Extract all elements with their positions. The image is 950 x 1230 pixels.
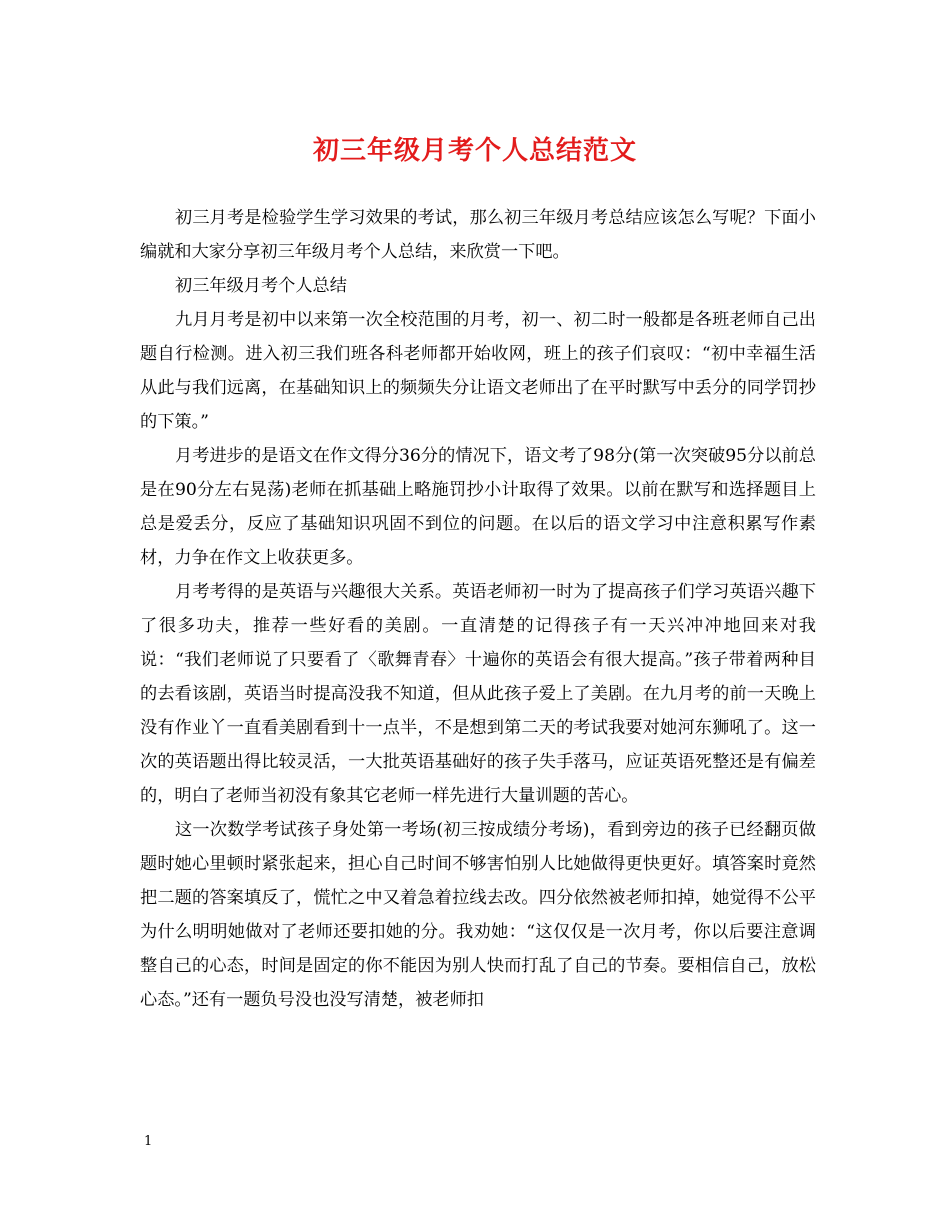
paragraph-intro: 初三月考是检验学生学习效果的考试，那么初三年级月考总结应该怎么写呢？下面小编就和大家分享初三年级月考个人总结，来欣赏一下吧。 bbox=[140, 208, 816, 262]
paragraph-math: 这一次数学考试孩子身处第一考场(初三按成绩分考场)，看到旁边的孩子已经翻页做题时她心里顿时紧张起来，担心自己时间不够害怕别人比她做得更快更好。填答案时竟然把二题的答案填反了，慌忙之中又着急着拉线去改。四分依然被老师扣掉，她觉得不公平为什么明明她做对了老师还要扣她的分。我劝她：“这仅仅是一次月考，你以后要注意调整自己的心态，时间是固定的你不能因为别人快而打乱了自己的节奏。要相信自己，放松心态。”还有一题负号没也没写清楚，被老师扣 bbox=[140, 820, 816, 1010]
paragraph-english: 月考考得的是英语与兴趣很大关系。英语老师初一时为了提高孩子们学习英语兴趣下了很多功夫，推荐一些好看的美剧。一直清楚的记得孩子有一天兴冲冲地回来对我说：“我们老师说了只要看了〈歌舞青春〉十遍你的英语会有很大提高。”孩子带着两种目的去看该剧，英语当时提高没我不知道，但从此孩子爱上了美剧。在九月考的前一天晚上没有作业丫一直看美剧看到十一点半，不是想到第二天的考试我要对她河东狮吼了。这一次的英语题出得比较灵活，一大批英语基础好的孩子失手落马，应证英语死整还是有偏差的，明白了老师当初没有象其它老师一样先进行大量训题的苦心。 bbox=[140, 582, 816, 806]
document-title: 初三年级月考个人总结范文 bbox=[312, 136, 637, 166]
paragraph-subtitle: 初三年级月考个人总结 bbox=[175, 276, 347, 296]
page-number: 1 bbox=[144, 1134, 153, 1149]
paragraph-chinese: 月考进步的是语文在作文得分36分的情况下，语文考了98分(第一次突破95分以前总是在90分左右晃荡)老师在抓基础上略施罚抄小计取得了效果。以前在默写和选择题目上总是爱丢分，反应了基础知识巩固不到位的问题。在以后的语文学习中注意积累写作素材，力争在作文上收获更多。 bbox=[140, 446, 816, 568]
paragraph-september-exam: 九月月考是初中以来第一次全校范围的月考，初一、初二时一般都是各班老师自己出题自行检测。进入初三我们班各科老师都开始收网，班上的孩子们哀叹：“初中幸福生活从此与我们远离，在基础知识上的频频失分让语文老师出了在平时默写中丢分的同学罚抄的下策。” bbox=[140, 310, 816, 432]
document-body bbox=[140, 201, 816, 1017]
